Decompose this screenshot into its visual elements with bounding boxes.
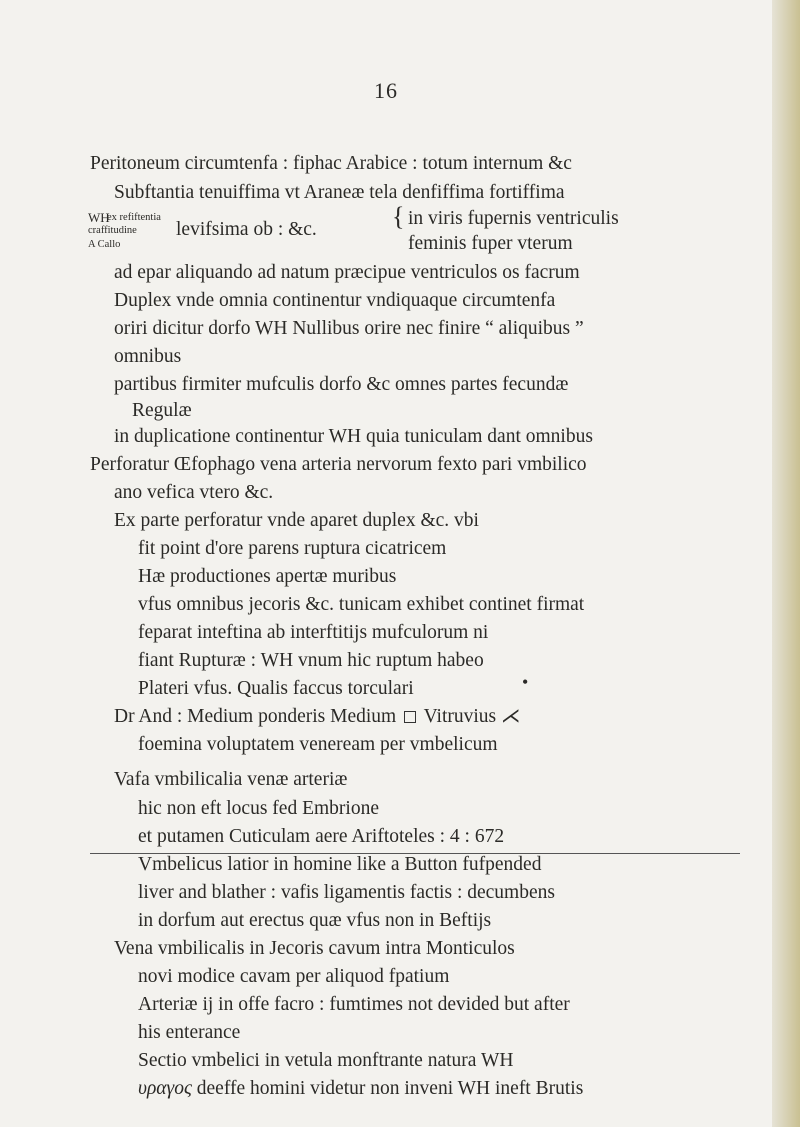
margin-initials: WH: [88, 210, 110, 225]
text-line: omnibus: [114, 346, 182, 367]
text-line: in dorfum aut erectus quæ vfus non in Beftijs: [138, 910, 492, 931]
square-symbol-icon: [404, 711, 416, 723]
margin-note: ex refiftentia: [107, 212, 161, 223]
text-line: fit point d'ore parens ruptura cicatricem: [138, 538, 447, 559]
text-line: Regulæ: [132, 400, 192, 421]
greek-word: υραγος: [138, 1078, 192, 1099]
text-line: feparat inteftina ab interftitijs mufculorum ni: [138, 622, 489, 643]
figure-symbol-icon: ⋌: [501, 706, 521, 727]
text-line: foemina voluptatem veneream per vmbelicum: [138, 734, 498, 755]
text-line: his enterance: [138, 1022, 241, 1043]
text-line: et putamen Cuticulam aere Ariftoteles : 4 : 672: [138, 826, 505, 847]
text-line-dr: [114, 707, 521, 727]
folio-number: 16: [374, 78, 398, 103]
margin-note: A Callo: [88, 239, 121, 250]
brace-glyph: {: [392, 202, 405, 231]
dr-abbrev: Dr: [114, 706, 135, 727]
text-line: vfus omnibus jecoris &c. tunicam exhibet continet firmat: [138, 594, 585, 615]
text-line: liver and blather : vafis ligamentis factis : decumbens: [138, 882, 555, 903]
text-line: ano vefica vtero &c.: [114, 482, 274, 503]
text-line: Perforatur Œfophago vena arteria nervorum fexto pari vmbilico: [90, 454, 587, 475]
text-line: Vena vmbilicalis in Jecoris cavum intra Monticulos: [114, 938, 515, 959]
brace-lead-text: levifsima ob : &c.: [176, 219, 317, 240]
text-line: partibus firmiter mufculis dorfo &c omnes partes fecundæ: [114, 374, 569, 395]
text-line: Subftantia tenuiffima vt Araneæ tela denfiffima fortiffima: [114, 182, 565, 203]
text-line: Duplex vnde omnia continentur vndiquaque circumtenfa: [114, 290, 556, 311]
dr-text: And : Medium ponderis Medium: [138, 706, 397, 727]
text-line: Sectio vmbelici in vetula monftrante natura WH: [138, 1050, 514, 1071]
page-edge: [772, 0, 800, 1127]
text-line: oriri dicitur dorfo WH Nullibus orire nec finire “ aliquibus ”: [114, 318, 584, 339]
text-line: fiant Rupturæ : WH vnum hic ruptum habeo: [138, 650, 484, 671]
text-line: hic non eft locus fed Embrione: [138, 798, 379, 819]
text-line: Arteriæ ij in offe facro : fumtimes not devided but after: [138, 994, 570, 1015]
text-line: Peritoneum circumtenfa : fiphac Arabice : totum internum &c: [90, 153, 572, 174]
text-line: novi modice cavam per aliquod fpatium: [138, 966, 450, 987]
brace-top-text: in viris fupernis ventriculis: [408, 208, 619, 229]
margin-note: craffitudine: [88, 225, 137, 236]
text-line: Vmbelicus latior in homine like a Button fufpended: [138, 854, 542, 875]
text-line: Plateri vfus. Qualis faccus torculari: [138, 678, 414, 699]
text-line: Vafa vmbilicalia venæ arteriæ: [114, 769, 348, 790]
dot-mark: •: [522, 672, 529, 692]
brace-bottom-text: feminis fuper vterum: [408, 233, 573, 254]
text-line-greek: [138, 1079, 583, 1099]
greek-line-text: deeffe homini videtur non inveni WH ineft Brutis: [196, 1078, 584, 1099]
text-line: Ex parte perforatur vnde aparet duplex &c. vbi: [114, 510, 479, 531]
dr-vitruvius: Vitruvius: [423, 706, 497, 727]
text-line: Hæ productiones apertæ muribus: [138, 566, 397, 587]
text-line: ad epar aliquando ad natum præcipue ventriculos os facrum: [114, 262, 580, 283]
text-line: in duplicatione continentur WH quia tuniculam dant omnibus: [114, 426, 593, 447]
